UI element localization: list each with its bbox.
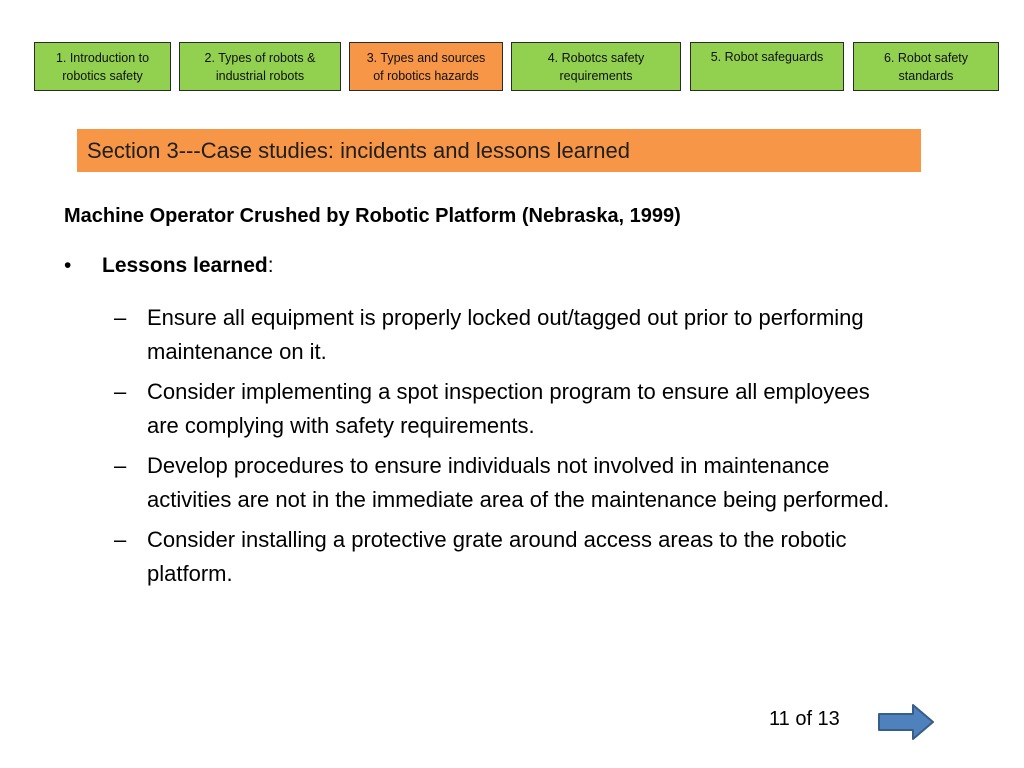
list-item	[114, 449, 904, 517]
nav-button-label: 5. Robot safeguards	[710, 50, 824, 64]
list-item-text: Ensure all equipment is properly locked out/tagged out prior to performing maintenance on it.	[147, 305, 864, 364]
nav-button-safety-requirements[interactable]	[511, 42, 681, 91]
list-item-text: Develop procedures to ensure individuals not involved in maintenance activities are not in the immediate area of the maintenance being performed.	[147, 453, 890, 512]
list-item	[114, 523, 904, 591]
nav-button-safeguards[interactable]	[690, 42, 844, 91]
nav-button-types-of-robots[interactable]	[179, 42, 341, 91]
nav-button-label: 1. Introduction to robotics safety	[55, 50, 150, 83]
right-arrow-icon[interactable]	[877, 703, 935, 741]
section-banner	[77, 129, 921, 172]
lessons-learned-heading	[64, 254, 274, 278]
dash-icon: –	[114, 527, 127, 552]
lessons-list	[114, 301, 904, 597]
list-item-text: Consider installing a protective grate around access areas to the robotic platform.	[147, 527, 847, 586]
nav-button-safety-standards[interactable]	[853, 42, 999, 91]
bullet-icon: •	[64, 254, 72, 277]
nav-button-introduction[interactable]	[34, 42, 171, 91]
page-counter: 11 of 13	[769, 708, 840, 730]
list-item	[114, 375, 904, 443]
lessons-learned-label: Lessons learned	[102, 254, 268, 277]
lessons-learned-colon: :	[267, 254, 274, 277]
dash-icon: –	[114, 453, 127, 478]
nav-button-label: 3. Types and sources of robotics hazards	[366, 50, 486, 83]
nav-button-hazards[interactable]	[349, 42, 503, 91]
nav-button-label: 2. Types of robots & industrial robots	[204, 50, 316, 83]
dash-icon: –	[114, 379, 127, 404]
case-study-title: Machine Operator Crushed by Robotic Platform (Nebraska, 1999)	[64, 205, 681, 227]
list-item-text: Consider implementing a spot inspection program to ensure all employees are complying with safety requirements.	[147, 379, 870, 438]
list-item	[114, 301, 904, 369]
nav-button-label: 4. Robotcs safety requirements	[547, 50, 645, 83]
section-title: Section 3---Case studies: incidents and lessons learned	[87, 137, 630, 163]
dash-icon: –	[114, 305, 127, 330]
nav-button-label: 6. Robot safety standards	[883, 50, 969, 83]
